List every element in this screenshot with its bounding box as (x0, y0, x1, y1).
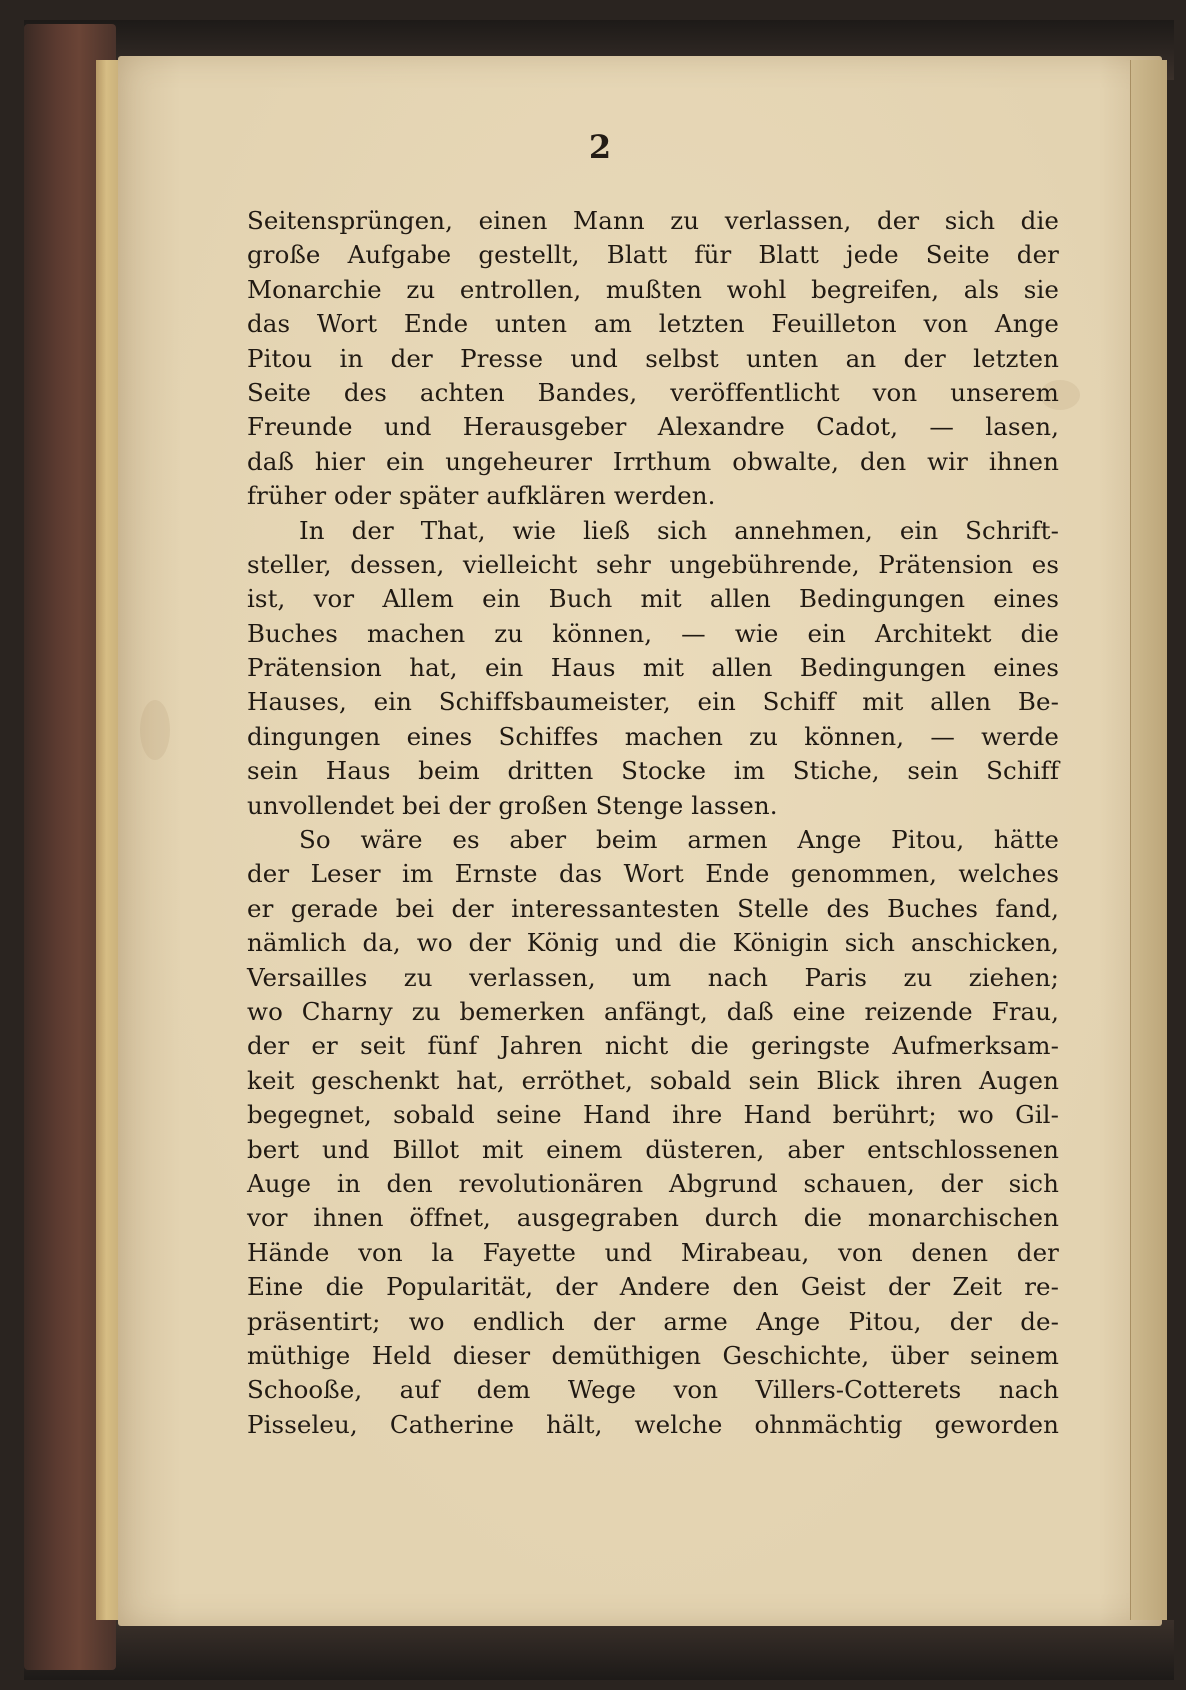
text-line: der Leser im Ernste das Wort Ende genommen, welches (247, 859, 1059, 889)
text-line: dingungen eines Schiffes machen zu können, — werde (247, 721, 1059, 751)
page-stain (140, 700, 170, 760)
text-line: In der That, wie ließ sich annehmen, ein Schrift- (299, 515, 1059, 545)
text-line: Schooße, auf dem Wege von Villers-Cotterets nach (247, 1375, 1059, 1405)
text-line: sein Haus beim dritten Stocke im Stiche, sein Schiff (247, 756, 1059, 786)
text-line: So wäre es aber beim armen Ange Pitou, hätte (299, 825, 1059, 855)
text-line: er gerade bei der interessantesten Stelle des Buches fand, (247, 893, 1059, 923)
text-line: ist, vor Allem ein Buch mit allen Bedingungen eines (247, 584, 1059, 614)
text-line: müthige Held dieser demüthigen Geschichte, über seinem (247, 1340, 1059, 1370)
text-line: Pisseleu, Catherine hält, welche ohnmächtig geworden (247, 1409, 1059, 1439)
text-line: Buches machen zu können, — wie ein Architekt die (247, 618, 1059, 648)
page-number: 2 (588, 128, 612, 166)
text-line: große Aufgabe gestellt, Blatt für Blatt jede Seite der (247, 240, 1059, 270)
page-edge-right (1130, 60, 1167, 1620)
text-line: bert und Billot mit einem düsteren, aber entschlossenen (247, 1134, 1059, 1164)
text-line: Prätension hat, ein Haus mit allen Bedingungen eines (247, 653, 1059, 683)
text-line: Pitou in der Presse und selbst unten an der letzten (247, 343, 1059, 373)
text-line: Seitensprüngen, einen Mann zu verlassen, der sich die (247, 206, 1059, 235)
text-line: präsentirt; wo endlich der arme Ange Pitou, der de- (247, 1306, 1059, 1336)
text-line: Hauses, ein Schiffsbaumeister, ein Schiff mit allen Be- (247, 687, 1059, 717)
text-line: daß hier ein ungeheurer Irrthum obwalte, den wir ihnen (247, 446, 1059, 476)
text-line: begegnet, sobald seine Hand ihre Hand berührt; wo Gil- (247, 1100, 1059, 1130)
text-line: Monarchie zu entrollen, mußten wohl begreifen, als sie (247, 274, 1059, 304)
text-line: steller, dessen, vielleicht sehr ungebührende, Prätension es (247, 549, 1059, 579)
book-cover-bottom (24, 1620, 1174, 1680)
text-line: unvollendet bei der großen Stenge lassen. (247, 790, 778, 820)
text-line: keit geschenkt hat, erröthet, sobald sein Blick ihren Augen (247, 1065, 1059, 1095)
text-line: Seite des achten Bandes, veröffentlicht von unserem (247, 377, 1059, 407)
text-line: früher oder später aufklären werden. (247, 481, 716, 511)
text-line: der er seit fünf Jahren nicht die geringste Aufmerksam- (247, 1031, 1059, 1061)
text-line: nämlich da, wo der König und die Königin sich anschicken, (247, 928, 1059, 958)
text-line: Auge in den revolutionären Abgrund schauen, der sich (247, 1168, 1059, 1198)
text-line: Versailles zu verlassen, um nach Paris zu ziehen; (247, 962, 1059, 992)
text-line: wo Charny zu bemerken anfängt, daß eine reizende Frau, (247, 996, 1059, 1026)
text-line: das Wort Ende unten am letzten Feuilleton von Ange (247, 309, 1059, 339)
body-text (247, 204, 1059, 1442)
text-line: Eine die Popularität, der Andere den Geist der Zeit re- (247, 1272, 1059, 1302)
text-line: Freunde und Herausgeber Alexandre Cadot, — lasen, (247, 412, 1059, 442)
text-line: Hände von la Fayette und Mirabeau, von denen der (247, 1237, 1059, 1267)
text-line: vor ihnen öffnet, ausgegraben durch die monarchischen (247, 1203, 1059, 1233)
